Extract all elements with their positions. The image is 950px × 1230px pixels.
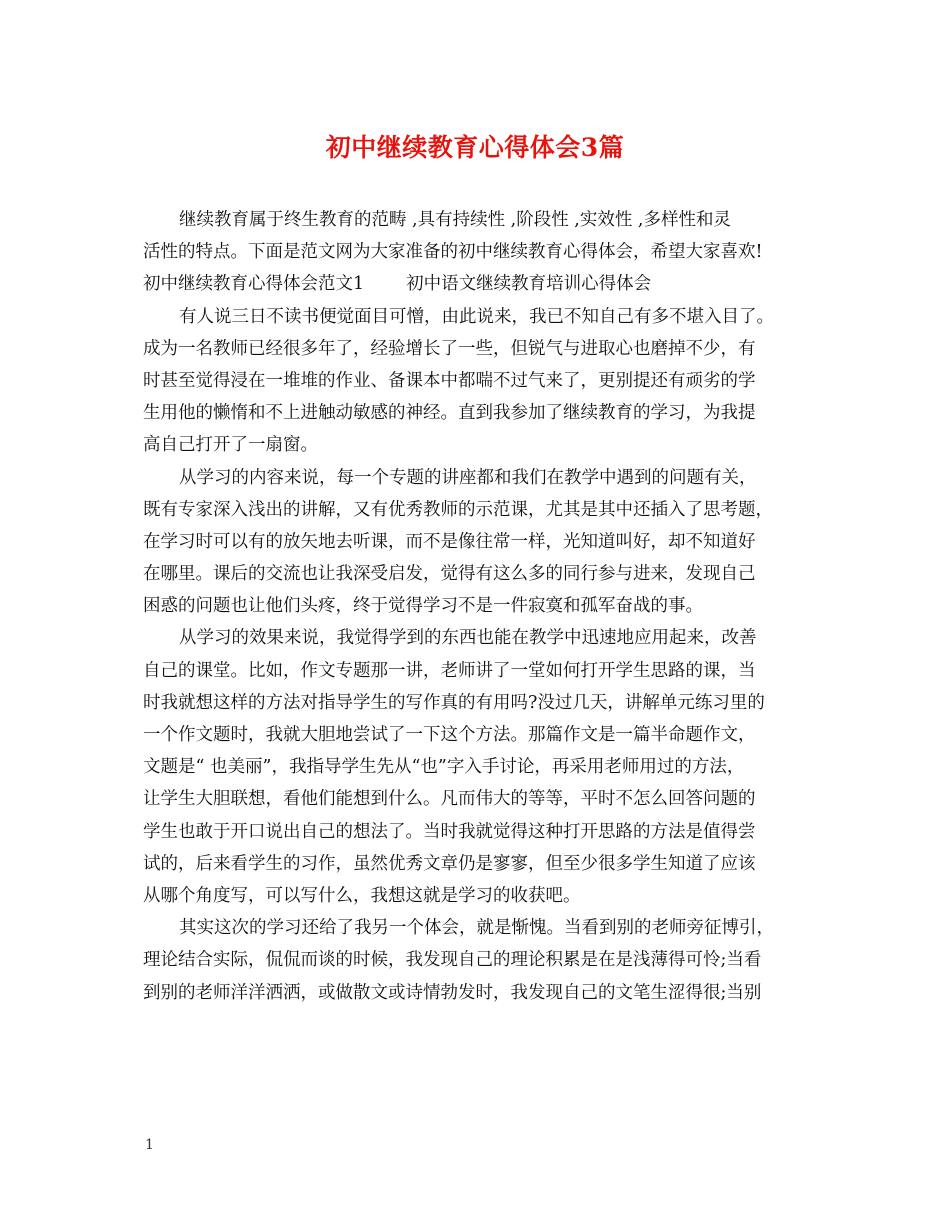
paragraph-line: 其实这次的学习还给了我另一个体会，就是惭愧。当看到别的老师旁征博引，	[179, 918, 774, 939]
paragraph-line: 既有专家深入浅出的讲解，又有优秀教师的示范课，尤其是其中还插入了思考题，	[143, 499, 773, 520]
paragraph-line: 活性的特点。下面是范文网为大家准备的初中继续教育心得体会，希望大家喜欢!	[143, 242, 763, 263]
paragraph-line: 自己的课堂。比如，作文专题那一讲，老师讲了一堂如何打开学生思路的课，当	[143, 660, 756, 681]
paragraph-line: 试的，后来看学生的习作，虽然优秀文章仍是寥寥，但至少很多学生知道了应该	[143, 853, 756, 874]
paragraph-line: 困惑的问题也让他们头疼，终于觉得学习不是一件寂寞和孤军奋战的事。	[143, 596, 703, 617]
paragraph-line: 文题是“ 也美丽”，我指导学生先从“也”字入手讨论，再采用老师用过的方法，	[143, 757, 745, 778]
document-body	[143, 204, 823, 1009]
paragraph-line: 让学生大胆联想，看他们能想到什么。凡而伟大的等等，平时不怎么回答问题的	[143, 789, 756, 810]
paragraph-line: 一个作文题时，我就大胆地尝试了一下这个方法。那篇作文是一篇半命题作文，	[143, 725, 756, 745]
paragraph-line: 理论结合实际，侃侃而谈的时候，我发现自己的理论积累是在是浅薄得可怜;当看	[143, 950, 762, 971]
paragraph-line: 从哪个角度写，可以写什么，我想这就是学习的收获吧。	[143, 885, 581, 906]
paragraph-line: 到别的老师洋洋洒洒，或做散文或诗情勃发时，我发现自己的文笔生涩得很;当别	[143, 982, 762, 1003]
section-subheading: 初中语文继续教育培训心得体会	[406, 274, 652, 295]
paragraph-line: 在学习时可以有的放矢地去听课，而不是像往常一样，光知道叫好，却不知道好	[143, 531, 756, 552]
paragraph-line: 在哪里。课后的交流也让我深受启发，觉得有这么多的同行参与进来，发现自己	[143, 564, 756, 585]
paragraph-line: 继续教育属于终生教育的范畴 ,具有持续性 ,阶段性 ,实效性 ,多样性和灵	[179, 210, 731, 230]
paragraph-line: 生用他的懒惰和不上进触动敏感的神经。直到我参加了继续教育的学习，为我提	[143, 403, 756, 424]
paragraph-line: 有人说三日不读书便觉面目可憎，由此说来，我已不知自己有多不堪入目了。	[179, 306, 774, 327]
section-heading: 初中继续教育心得体会范文1	[143, 274, 365, 295]
document-title: 初中继续教育心得体会3篇	[325, 133, 625, 162]
paragraph-line: 高自己打开了一扇窗。	[143, 435, 318, 456]
paragraph-line: 成为一名教师已经很多年了，经验增长了一些，但锐气与进取心也磨掉不少，有	[143, 338, 756, 359]
paragraph-line: 时甚至觉得浸在一堆堆的作业、备课本中都喘不过气来了，更别提还有顽劣的学	[143, 370, 756, 391]
paragraph-line: 从学习的效果来说，我觉得学到的东西也能在教学中迅速地应用起来，改善	[179, 628, 757, 649]
paragraph-line: 从学习的内容来说，每一个专题的讲座都和我们在教学中遇到的问题有关，	[179, 467, 757, 488]
section-heading-line	[143, 268, 823, 300]
page-number: 1	[145, 1137, 154, 1153]
paragraph-line: 时我就想这样的方法对指导学生的写作真的有用吗?没过几天，讲解单元练习里的	[143, 692, 765, 713]
paragraph-line: 学生也敢于开口说出自己的想法了。当时我就觉得这种打开思路的方法是值得尝	[143, 821, 756, 842]
